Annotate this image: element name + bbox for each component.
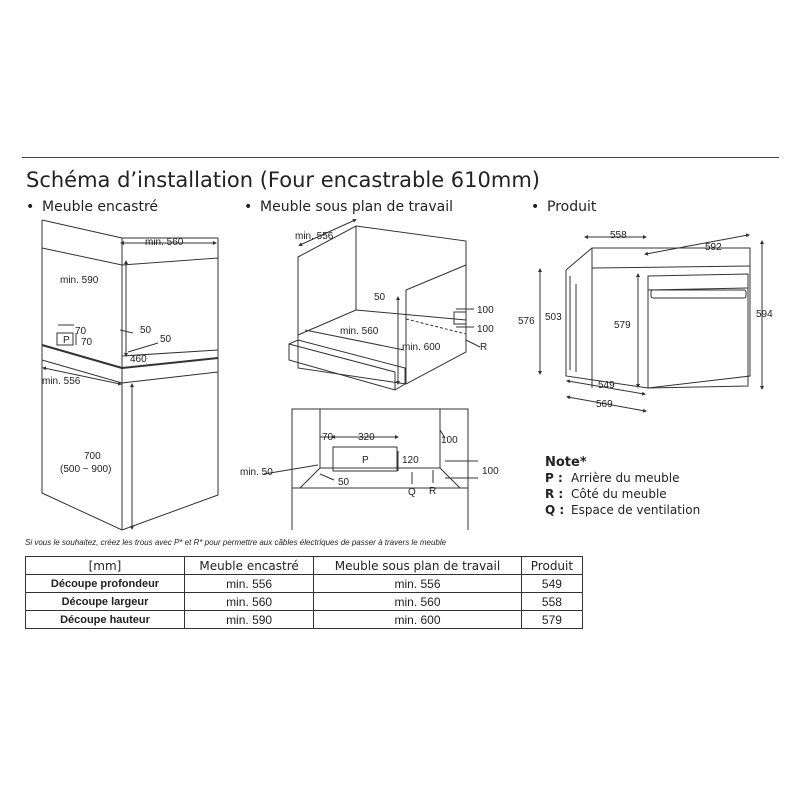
table-row-header: Découpe profondeur [26, 575, 185, 593]
dim-label: P [362, 455, 369, 466]
note-key: Q : [545, 503, 565, 517]
dim-label: 70 [75, 326, 87, 337]
table-header-row [26, 557, 583, 575]
table-cell: 558 [521, 593, 582, 611]
table-row-header: Découpe largeur [26, 593, 185, 611]
dim-label: 50 [374, 292, 386, 303]
dim-label: 592 [705, 242, 722, 253]
table-row-header: Découpe hauteur [26, 611, 185, 629]
note-text: Espace de ventilation [571, 503, 701, 517]
dim-label: 100 [477, 305, 494, 316]
dimensions-table [25, 556, 583, 629]
top-view-drawing [264, 409, 478, 530]
dim-label: 50 [160, 334, 172, 345]
under-counter-cabinet-drawing [289, 220, 480, 390]
table-cell: 549 [521, 575, 582, 593]
note-legend [545, 455, 700, 518]
table-cell: min. 556 [314, 575, 522, 593]
footnote: Si vous le souhaitez, créez les trous avec P* et R* pour permettre aux câbles électriques de passer à travers le meuble [25, 538, 447, 547]
table-cell: min. 600 [314, 611, 522, 629]
table-cell: 579 [521, 611, 582, 629]
dim-label: 558 [610, 230, 627, 241]
built-in-cabinet-drawing [42, 220, 218, 530]
dim-label: min. 560 [340, 326, 379, 337]
table-cell: min. 590 [185, 611, 314, 629]
dim-label: (500 ~ 900) [60, 464, 112, 475]
section-built-in-label: Meuble encastré [42, 199, 159, 215]
bullet: • [244, 199, 253, 215]
dim-label: R [480, 342, 488, 353]
table-header: Meuble encastré [185, 557, 314, 575]
table-header: Meuble sous plan de travail [314, 557, 522, 575]
table-header: [mm] [26, 557, 185, 575]
table-cell: min. 560 [185, 593, 314, 611]
note-key: R : [545, 487, 564, 501]
dim-label: 100 [482, 466, 499, 477]
dim-label: 579 [614, 320, 631, 331]
dim-label: 320 [358, 432, 375, 443]
table-row [26, 611, 583, 629]
dim-label: min. 50 [240, 467, 273, 478]
dim-label: R [429, 486, 437, 497]
dim-label: 460 [130, 354, 147, 365]
dim-label: 100 [441, 435, 458, 446]
dim-label: min. 600 [402, 342, 441, 353]
section-product-label: Produit [547, 199, 597, 215]
dim-label: 70 [322, 432, 334, 443]
note-text: Côté du meuble [571, 487, 667, 501]
note-text: Arrière du meuble [571, 471, 680, 485]
note-key: P : [545, 471, 563, 485]
product-drawing [540, 235, 762, 411]
table-cell: min. 556 [185, 575, 314, 593]
note-heading: Note* [545, 455, 587, 470]
dim-label: 50 [140, 325, 152, 336]
dim-label: 549 [598, 380, 615, 391]
dim-label: 120 [402, 455, 419, 466]
table-row [26, 575, 583, 593]
dim-label: P [63, 335, 70, 346]
dim-label: 700 [84, 451, 101, 462]
dim-label: 576 [518, 316, 535, 327]
table-cell: min. 560 [314, 593, 522, 611]
table-row [26, 593, 583, 611]
dim-label: min. 560 [145, 237, 184, 248]
dim-label: 100 [477, 324, 494, 335]
dim-label: Q [408, 487, 416, 498]
dim-label: min. 556 [295, 231, 334, 242]
note-item [545, 470, 700, 486]
section-under-counter-label: Meuble sous plan de travail [260, 199, 453, 215]
table-header: Produit [521, 557, 582, 575]
dim-label: min. 590 [60, 275, 99, 286]
note-item [545, 486, 700, 502]
dim-label: 70 [81, 337, 93, 348]
bullet: • [531, 199, 540, 215]
dim-label: 594 [756, 309, 773, 320]
dim-label: 50 [338, 477, 350, 488]
page-title: Schéma d’installation (Four encastrable 610mm) [26, 168, 540, 192]
note-item [545, 502, 700, 518]
dim-label: 503 [545, 312, 562, 323]
dim-label: min. 556 [42, 376, 81, 387]
bullet: • [26, 199, 35, 215]
dim-label: 569 [596, 399, 613, 410]
